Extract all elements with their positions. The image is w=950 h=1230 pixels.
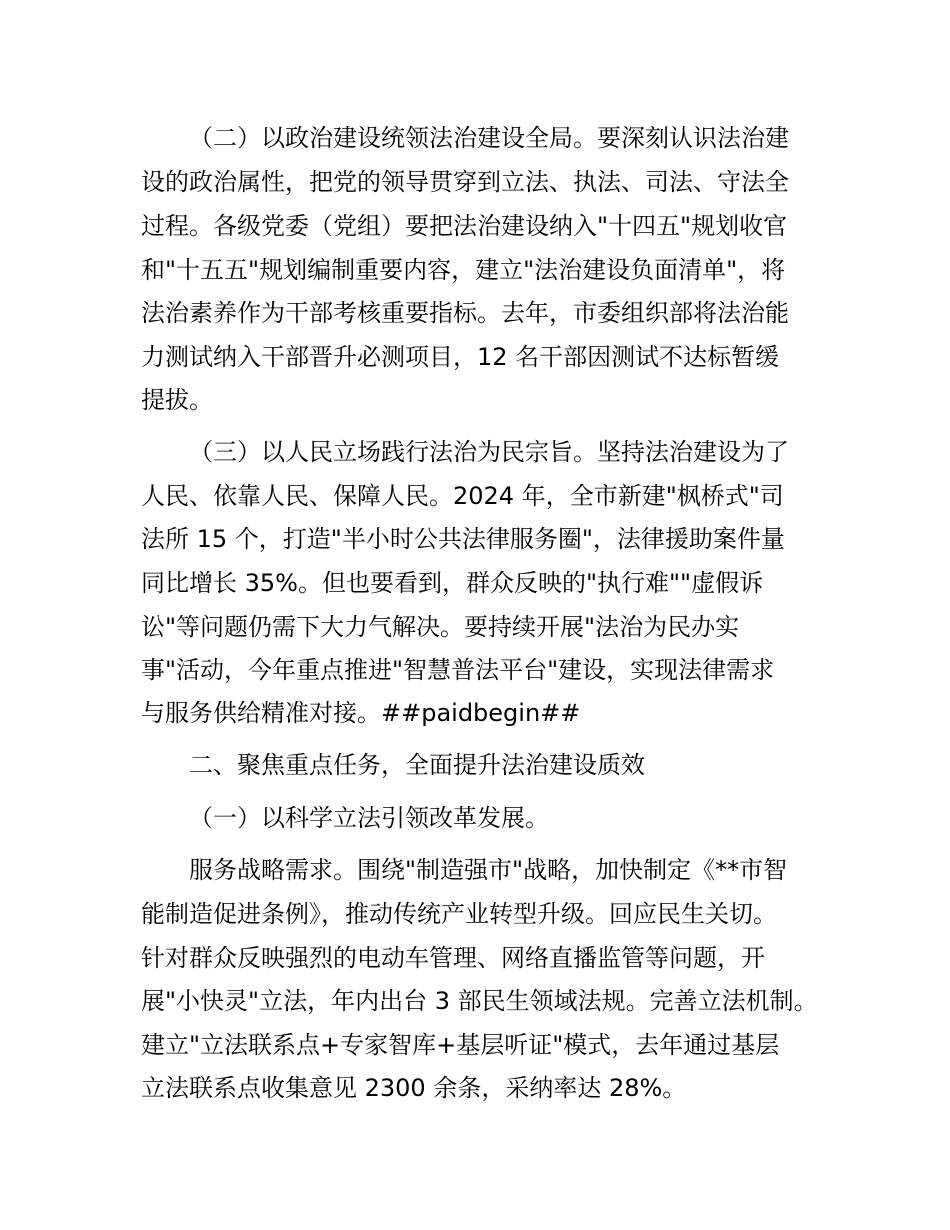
paragraph-3-line-2: 人民、依靠人民、保障人民。2024 年，全市新建"枫桥式"司 <box>141 482 784 510</box>
paragraph-3-line-7: 与服务供给精准对接。##paidbegin## <box>141 699 581 727</box>
paragraph-legislation-line-4: 展"小快灵"立法，年内出台 3 部民生领域法规。完善立法机制。 <box>141 987 818 1015</box>
paragraph-legislation-line-3: 针对群众反映强烈的电动车管理、网络直播监管等问题，开 <box>141 944 765 972</box>
paragraph-3-line-3: 法所 15 个，打造"半小时公共法律服务圈"，法律援助案件量 <box>141 525 785 553</box>
paragraph-2-line-4: 和"十五五"规划编制重要内容，建立"法治建设负面清单"，将 <box>141 256 786 284</box>
paragraph-legislation-line-5: 建立"立法联系点+专家智库+基层听证"模式，去年通过基层 <box>141 1031 780 1059</box>
paragraph-legislation-line-6: 立法联系点收集意见 2300 余条，采纳率达 28%。 <box>141 1074 687 1102</box>
subheading-1: （一）以科学立法引领改革发展。 <box>189 804 549 832</box>
paragraph-2-line-3: 过程。各级党委（党组）要把法治建设纳入"十四五"规划收官 <box>141 212 788 240</box>
section-heading-2: 二、聚焦重点任务，全面提升法治建设质效 <box>189 751 645 779</box>
paragraph-2-line-7: 提拔。 <box>141 386 213 414</box>
paragraph-legislation-line-2: 能制造促进条例》，推动传统产业转型升级。回应民生关切。 <box>141 900 777 928</box>
paragraph-3-line-5: 讼"等问题仍需下大力气解决。要持续开展"法治为民办实 <box>141 613 740 641</box>
paragraph-legislation-line-1: 服务战略需求。围绕"制造强市"战略，加快制定《**市智 <box>189 856 788 884</box>
paragraph-2-line-5: 法治素养作为干部考核重要指标。去年，市委组织部将法治能 <box>141 299 789 327</box>
paragraph-2-line-6: 力测试纳入干部晋升必测项目，12 名干部因测试不达标暂缓 <box>141 343 780 371</box>
paragraph-2-line-2: 设的政治属性，把党的领导贯穿到立法、执法、司法、守法全 <box>141 168 789 196</box>
paragraph-2-line-1: （二）以政治建设统领法治建设全局。要深刻认识法治建 <box>189 124 789 152</box>
paragraph-3-line-1: （三）以人民立场践行法治为民宗旨。坚持法治建设为了 <box>189 438 789 466</box>
paragraph-3-line-4: 同比增长 35%。但也要看到，群众反映的"执行难""虚假诉 <box>141 569 764 597</box>
paragraph-3-line-6: 事"活动，今年重点推进"智慧普法平台"建设，实现法律需求 <box>141 656 775 684</box>
